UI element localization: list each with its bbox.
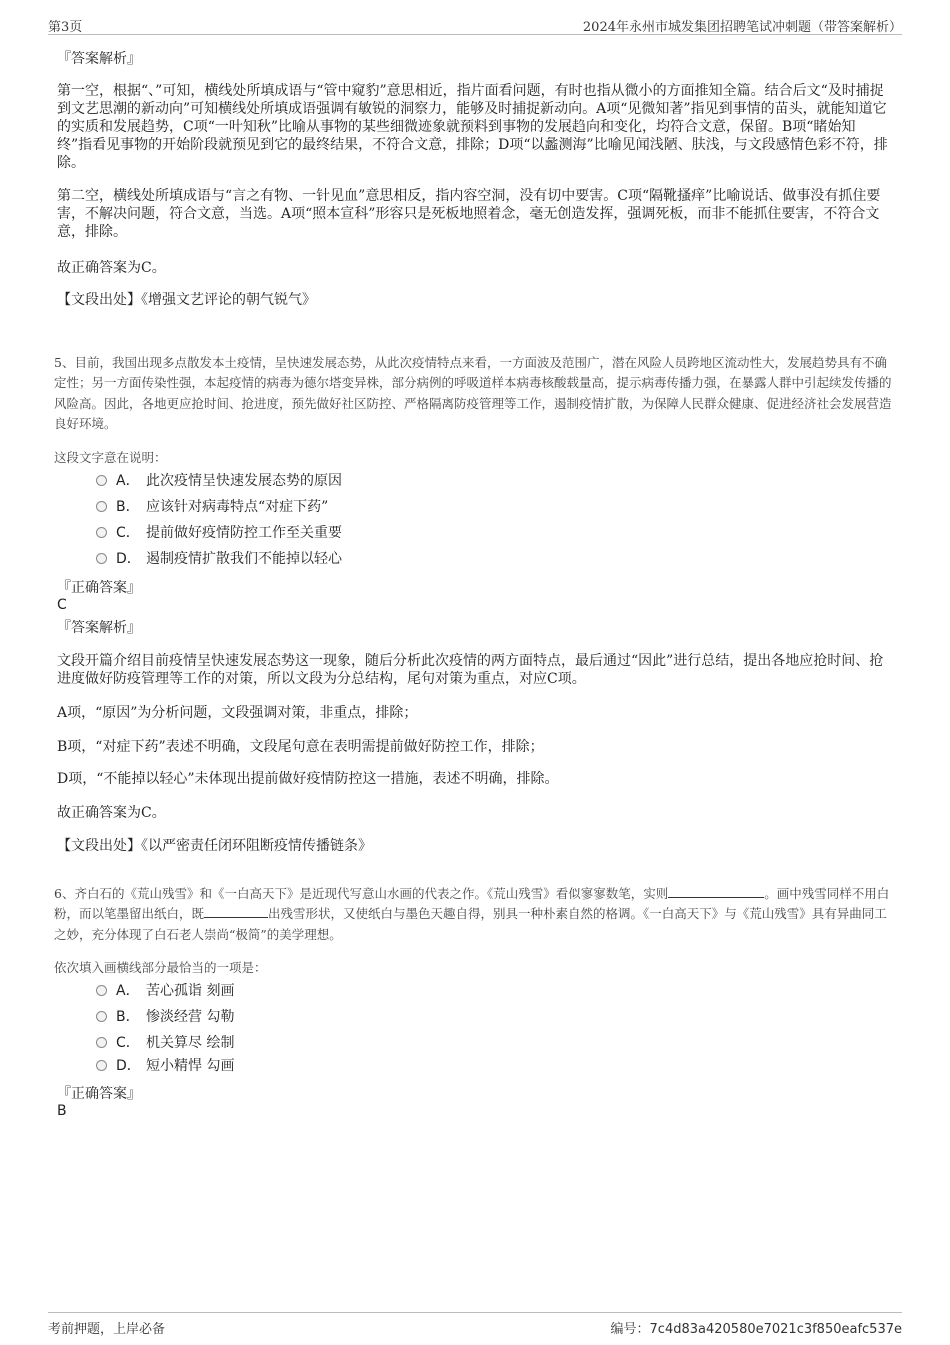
page-footer (48, 1312, 902, 1339)
q6-option-d[interactable]: D． 短小精悍 勾画 (96, 1057, 234, 1075)
q5-source: 【文段出处】《以严密责任闭环阻断疫情传播链条》 (57, 838, 372, 854)
document-code: 编号：7c4d83a420580e7021c3f850eafc537e (610, 1322, 902, 1337)
q5-analysis-paragraph-2: A项，“原因”为分析问题，文段强调对策，非重点，排除； (57, 705, 418, 721)
q6-option-b[interactable]: B． 惨淡经营 勾勒 (96, 1008, 234, 1026)
q4-source: 【文段出处】《增强文艺评论的朝气锐气》 (57, 292, 316, 308)
q5-analysis-paragraph-3: B项，“对症下药”表述不明确，文段尾句意在表明需提前做好防控工作，排除； (57, 739, 544, 755)
q5-option-d[interactable]: D． 遏制疫情扩散我们不能掉以轻心 (96, 550, 342, 568)
q5-conclusion: 故正确答案为C。 (57, 805, 166, 821)
document-title: 2024年永州市城发集团招聘笔试冲刺题（带答案解析） (582, 20, 902, 35)
q5-analysis-paragraph-1: 文段开篇介绍目前疫情呈快速发展态势这一现象，随后分析此次疫情的两方面特点，最后通过“因此”进行总结，提出各地应抢时间、抢进度做好防疫管理等工作的对策，所以文段为分总结构，尾句对策为重点，对应C项。 (57, 653, 884, 687)
q6-prompt: 依次填入画横线部分最恰当的一项是： (54, 959, 267, 975)
q6-option-a[interactable]: A． 苦心孤诣 刻画 (96, 982, 234, 1000)
q4-analysis-label: 『答案解析』 (57, 51, 141, 67)
q4-analysis-paragraph-1: 第一空，根据“、”可知，横线处所填成语与“管中窥豹”意思相近，指片面看问题，有时也指从微小的方面推知全篇。结合后文“及时捕捉到文艺思潮的新动向”可知横线处所填成语强调有敏锐的洞察力，能够及时捕捉新动向。A项“见微知著”指见到事情的苗头，就能知道它的实质和发展趋势，C项“一叶知秋”比喻从事物的某些细微迹象就预料到事物的发展趋向和变化，均符合文意，保留。B项“睹始知终”指看见事物的开始阶段就预见到它的最终结果，不符合文意，排除；D项“以蠡测海”比喻见闻浅陋、肤浅，与文段感情色彩不符，排除。 (57, 83, 888, 171)
q5-option-c[interactable]: C． 提前做好疫情防控工作至关重要 (96, 524, 342, 542)
fill-blank-1 (668, 884, 764, 898)
q5-analysis-label: 『答案解析』 (57, 620, 141, 636)
radio-icon[interactable] (96, 553, 107, 564)
page-header (48, 12, 902, 35)
page-number: 第3页 (48, 20, 83, 35)
q5-answer-label: 『正确答案』 (57, 580, 141, 596)
radio-icon[interactable] (96, 527, 107, 538)
q6-stem: 6、齐白石的《荒山残雪》和《一白高天下》是近现代写意山水画的代表之作。《荒山残雪》看似寥寥数笔，实则 。画中残雪同样不用白粉，而以笔墨留出纸白，既 出残雪形状，又使纸白与墨色天趣自得，别具一种朴素自然的格调。《一白高天下》与《荒山残雪》具有异曲同工之妙，充分体现了白石老人崇尚“极简”的美学理想。 (54, 885, 890, 942)
q6-answer-label: 『正确答案』 (57, 1086, 141, 1102)
footer-slogan: 考前押题，上岸必备 (48, 1322, 166, 1337)
q5-prompt: 这段文字意在说明： (54, 449, 167, 465)
radio-icon[interactable] (96, 985, 107, 996)
radio-icon[interactable] (96, 1037, 107, 1048)
q5-option-a[interactable]: A． 此次疫情呈快速发展态势的原因 (96, 472, 342, 490)
q4-analysis-paragraph-2: 第二空，横线处所填成语与“言之有物、一针见血”意思相反，指内容空洞，没有切中要害。C项“隔靴搔痒”比喻说话、做事没有抓住要害，不解决问题，符合文意，当选。A项“照本宣科”形容只是死板地照着念，毫无创造发挥，强调死板，而非不能抓住要害，不符合文意，排除。 (57, 188, 881, 240)
q6-option-c[interactable]: C． 机关算尽 绘制 (96, 1034, 234, 1052)
q5-stem: 5、目前，我国出现多点散发本土疫情，呈快速发展态势，从此次疫情特点来看，一方面波及范围广，潜在风险人员跨地区流动性大，发展趋势具有不确定性；另一方面传染性强，本起疫情的病毒为德尔塔变异株，部分病例的呼吸道样本病毒核酸载量高，提示病毒传播力强，在暴露人群中引起续发传播的风险高。因此，各地更应抢时间、抢进度，预先做好社区防控、严格隔离防疫管理等工作，遏制疫情扩散，为保障人民群众健康、促进经济社会发展营造良好环境。 (54, 354, 892, 431)
q5-answer: C (57, 597, 67, 613)
radio-icon[interactable] (96, 1060, 107, 1071)
fill-blank-2 (204, 904, 268, 918)
radio-icon[interactable] (96, 501, 107, 512)
radio-icon[interactable] (96, 1011, 107, 1022)
q4-conclusion: 故正确答案为C。 (57, 260, 166, 276)
radio-icon[interactable] (96, 475, 107, 486)
q6-answer: B (57, 1103, 67, 1119)
q5-option-b[interactable]: B． 应该针对病毒特点“对症下药” (96, 498, 328, 516)
q5-analysis-paragraph-4: D项，“不能掉以轻心”未体现出提前做好疫情防控这一措施，表述不明确，排除。 (57, 771, 559, 787)
